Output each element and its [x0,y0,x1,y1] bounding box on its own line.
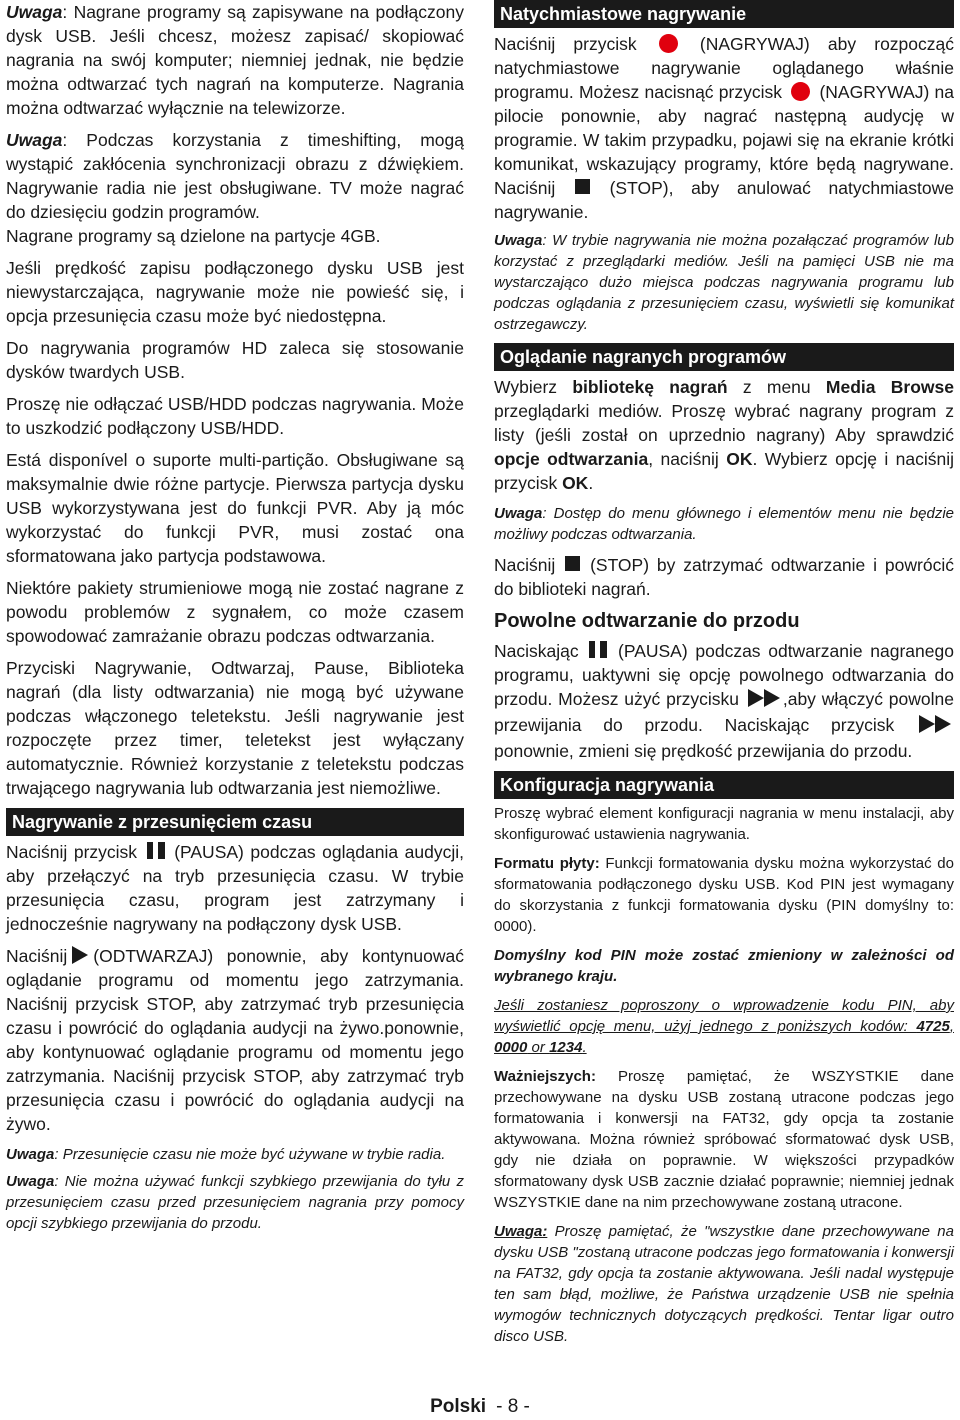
paragraph-important [494,1066,954,1213]
fast-forward-icon [748,689,780,713]
note-text: : Przesunięcie czasu nie może być używane w trybie radia. [54,1146,446,1163]
paragraph-config-intro: Proszę wybrać element konfiguracji nagrania w menu instalacji, aby skonfigurować ustawienia nagrywania. [494,805,954,843]
note-text: : Dostęp do menu głównego i elementów menu nie będzie możliwy podczas odtwarzania. [494,505,954,543]
note-text: : W trybie nagrywania nie można pozałączać programów lub korzystać z przeglądarki mediów. Jeśli na pamięci USB nie ma wystarczająco dużo miejsca podczas nagrywania programu lub podczas oglądania z przesunięciem czasu, wyświetli się komunikat ostrzegawczy. [494,232,954,333]
right-column [494,0,954,1347]
note-label: Uwaga [6,2,63,22]
text-fragment: Naciśnij [494,555,556,575]
record-icon [791,82,810,101]
page-number: - 8 - [496,1396,530,1417]
text-fragment: or [527,1039,550,1056]
emphasis-media-browser: Media Browse [825,377,954,397]
paragraph-instant-recording-note [494,230,954,335]
text-fragment: Naciśnij przycisk [6,842,138,862]
pause-icon [589,641,607,658]
left-column [6,0,464,1234]
text-fragment: Naciskając [494,641,579,661]
section-heading-slow-forward: Powolne odtwarzanie do przodu [494,610,800,632]
stop-icon [575,179,590,194]
text-fragment: , [949,1018,954,1035]
text-fragment: , naciśnij [648,449,727,469]
text-fragment: Naciśnij [6,946,68,966]
paragraph-rewind-note [6,1171,464,1234]
play-icon [72,946,88,964]
paragraph-timeshift-pause [6,840,464,936]
note-label: Uwaga: [494,1223,548,1240]
paragraph-teletext: Przyciski Nagrywanie, Odtwarzaj, Pause, Biblioteka nagrań (dla listy odtwarzania) nie mogą być używane podczas włączonego teletekstu. Jeśli nagrywanie jest rozpoczęte przez timer, teletekst jest wyłączany automatycznie. Również korzystanie z teletekstu podczas trwającego nagrywania lub odtwarzania jest niemożliwe. [6,658,464,798]
pin-code: 0000 [494,1039,528,1056]
paragraph-multi-partition: Está disponível o suporte multi-partição. Obsługiwane są maksymalnie dwie różne partycje. Pierwsza partycja dysku USB wykorzystywana jest do funkcji PVR. Aby ją móc wykorzystać do funkcji PVR, musi zostać ona sformatowana jako partycja podstawowa. [6,450,464,566]
footer-language: Polski [430,1396,487,1417]
paragraph-slow-forward [494,639,954,763]
format-label: Formatu płyty: [494,855,600,872]
paragraph-disk-format [494,853,954,937]
paragraph-stop-playback [494,553,954,601]
paragraph-watching-recordings [494,375,954,495]
note-label: Uwaga [6,1146,55,1163]
text-fragment: (STOP) by zatrzymać odtwarzanie i powrócić do biblioteki nagrań. [494,555,954,599]
emphasis-ok: OK [726,449,753,469]
text-fragment: przeglądarki mediów. Proszę wybrać nagrany program z listy (jeśli został on uprzednio nagrany) Aby sprawdzić [494,401,954,445]
note-label: Uwaga [6,1173,55,1190]
note-label: Uwaga [494,232,543,249]
text-fragment: (PAUSA) podczas odtwarzanie nagranego programu, uaktywni się opcję powolnego odtwarzania do przodu. Możesz użyć przycisku [494,641,954,709]
paragraph-radio-note [6,1144,464,1165]
pin-code: 1234 [549,1039,583,1056]
section-heading-recording-config: Konfiguracja nagrywania [494,771,954,799]
paragraph-partitions: Nagrane programy są dzielone na partycje 4GB. [6,226,381,246]
text-fragment: Proszę pamiętać, że "wszystkıe dane przechowywane na dysku USB "zostaną utracone podczas jego formatowania i konwersji na FAT32, gdy opcja ta zostanie aktywowana. Jeśli nadal występuje ten sam błąd, możliwe, że Państwa urządzenie USB nie spełnia wymogów technicznych dotyczących prędkości. Tentar ligar outro disco USB. [494,1223,954,1345]
page-footer [0,1396,960,1418]
text-fragment: . [582,1039,587,1056]
paragraph-watching-note [494,503,954,545]
paragraph-timeshift-play [6,944,464,1136]
record-icon [659,34,678,53]
paragraph-timeshift-note [6,128,464,224]
text-fragment: ,aby włączyć powolne przewijania do przodu. Naciskając przycisk [494,689,954,735]
text-fragment: (PAUSA) podczas oglądania audycji, aby przełączyć na tryb przesunięcia czasu. W trybie przesunięcia czasu, program jest zatrzymany i jednocześnie nagrywany na podłączony dysk USB. [6,842,464,934]
paragraph-write-speed: Jeśli prędkość zapisu podłączonego dysku USB jest niewystarczająca, nagrywanie może nie powieść się, i opcja przesunięcia czasu może być niedostępna. [6,258,464,326]
paragraph-default-pin: Domyślny kod PIN może zostać zmieniony w zależności od wybranego kraju. [494,947,954,985]
section-heading-timeshift: Nagrywanie z przesunięciem czasu [6,808,464,836]
paragraph-pin-codes [494,995,954,1058]
pause-icon [147,842,165,859]
note-text: : Nagrane programy są zapisywane na podłączony dysk USB. Jeśli chcesz, możesz zapisać/ skopiować nagrania na swój komputer; niemniej jednak, nie będzie można odtwarzać tych nagrań na komputerze. Nagrania można odtwarzać wyłącznie na telewizorze. [6,2,464,118]
paragraph-signal-problems: Niektóre pakiety strumieniowe mogą nie zostać nagrane z powodu problemów z sygnałem, co może czasem spowodować zamrażanie obrazu podczas odtwarzania. [6,578,464,646]
text-fragment: . Wybierz opcję i naciśnij przycisk [494,449,954,493]
emphasis-playback-options: opcje odtwarzania [494,449,649,469]
note-label: Uwaga [494,505,543,522]
text-fragment: z menu [727,377,826,397]
text-fragment: Wybierz [494,377,573,397]
paragraph-usb-note [6,0,464,120]
text-fragment: ponownie, zmieni się prędkość przewijania do przodu. [494,741,913,761]
note-text: : Nie można używać funkcji szybkiego przewijania do tyłu z przesunięciem czasu przed przesunięciem nagrania przy pomocy opcji szybkiego przewijania do przodu. [6,1173,464,1232]
paragraph-do-not-disconnect: Proszę nie odłączać USB/HDD podczas nagrywania. Może to uszkodzić podłączony USB/HDD. [6,394,464,438]
text-fragment: (NAGRYWAJ) na pilocie ponownie, aby nagrać następną audycję w programie. W takim przypadku, pojawi się na ekranie krótki komunikat, wskazujący programy, które będą nagrywane. Naciśnij [494,82,954,198]
section-heading-watching-recordings: Oglądanie nagranych programów [494,343,954,371]
important-label: Ważniejszych: [494,1068,596,1085]
fast-forward-icon [919,715,951,739]
text-fragment: Proszę pamiętać, że WSZYSTKIE dane przechowywane na dysku USB zostaną utracone podczas jego formatowania i konwersji na FAT32, gdy opcja ta zostanie aktywowana. Można również spróbować sformatować dysk USB, gdy nie działa on poprawnie. W większości przypadków sformatowany dysk USB zacznie działać poprawnie; niemniej jednak WSZYSTKIE dane na nim przechowywane zostaną utracone. [494,1068,954,1211]
section-heading-instant-recording: Natychmiastowe nagrywanie [494,0,954,28]
text-fragment: (NAGRYWAJ) aby rozpocząć natychmiastowe nagrywanie oglądanego właśnie programu. Możesz nacisnąć przycisk [494,34,954,102]
text-fragment: (STOP), aby anulować natychmiastowe nagrywanie. [494,178,954,222]
note-text: : Podczas korzystania z timeshifting, mogą wystąpić zakłócenia synchronizacji obrazu z dźwiękiem. Nagrywanie radia nie jest obsługiwane. TV może nagrać do dziesięciu godzin programów. [6,130,464,222]
note-label: Uwaga [6,130,63,150]
paragraph-format-note [494,1221,954,1347]
emphasis-ok: OK [562,473,589,493]
text-fragment: Funkcji formatowania dysku można wykorzystać do sformatowania podłączonego dysku USB. Kod PIN jest wymagany do skorzystania z funkcji formatowania dysku (PIN domyślny to: 0000). [494,855,954,935]
paragraph-hd-recording: Do nagrywania programów HD zaleca się stosowanie dysków twardych USB. [6,338,464,382]
emphasis-recordings-library: bibliotekę nagrań [572,377,728,397]
paragraph-instant-recording [494,32,954,224]
text-fragment: Naciśnij przycisk [494,34,637,54]
pin-code: 4725 [916,1018,950,1035]
text-fragment: Jeśli zostaniesz poproszony o wprowadzenie kodu PIN, aby wyświetlić opcję menu, użyj jednego z poniższych kodów: [494,997,954,1035]
text-fragment: . [588,473,594,493]
text-fragment: (ODTWARZAJ) ponownie, aby kontynuować oglądanie programu od momentu jego zatrzymania. Naciśnij przycisk STOP, aby zatrzymać tryb przesunięcia czasu i powrócić do oglądania audycji na żywo.ponownie, aby kontynuować oglądanie programu od momentu jego zatrzymania. Naciśnij przycisk STOP, aby zatrzymać tryb przesunięcia czasu i powrócić do oglądania audycji na żywo. [6,946,464,1134]
stop-icon [565,556,580,571]
